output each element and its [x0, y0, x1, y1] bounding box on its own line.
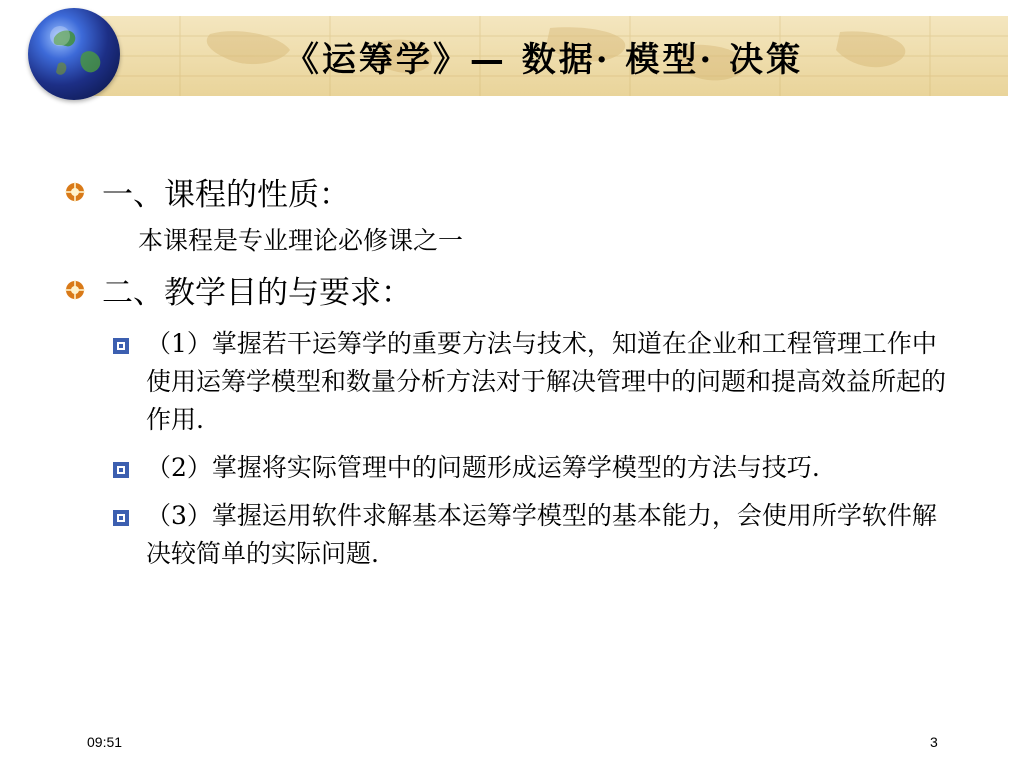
list-item	[146, 325, 982, 439]
footer-time: 09:51	[87, 734, 123, 750]
square-bullet-icon	[112, 337, 130, 355]
list-item-text: （1）掌握若干运筹学的重要方法与技术，知道在企业和工程管理工作中使用运筹学模型和数量分析方法对于解决管理中的问题和提高效益所起的作用.	[146, 329, 947, 434]
section-heading: 一、课程的性质：	[102, 177, 350, 213]
slide-content	[62, 175, 982, 573]
section-course-nature	[62, 175, 982, 259]
list-item	[146, 497, 982, 573]
square-bullet-icon	[112, 461, 130, 479]
globe-icon	[28, 8, 120, 100]
square-bullet-icon	[112, 509, 130, 527]
section-teaching-goals	[62, 273, 982, 313]
list-item-text: （2）掌握将实际管理中的问题形成运筹学模型的方法与技巧.	[146, 453, 820, 482]
section-subtext: 本课程是专业理论必修课之一	[138, 226, 464, 255]
diamond-bullet-icon	[64, 181, 86, 203]
title-banner	[80, 16, 1008, 96]
section-heading: 二、教学目的与要求：	[102, 275, 412, 311]
list-item	[146, 449, 982, 487]
slide-title: 《运筹学》— 数据· 模型· 决策	[284, 40, 804, 80]
footer-page-number: 3	[930, 734, 938, 750]
diamond-bullet-icon	[64, 279, 86, 301]
list-item-text: （3）掌握运用软件求解基本运筹学模型的基本能力，会使用所学软件解决较简单的实际问题.	[146, 501, 937, 568]
